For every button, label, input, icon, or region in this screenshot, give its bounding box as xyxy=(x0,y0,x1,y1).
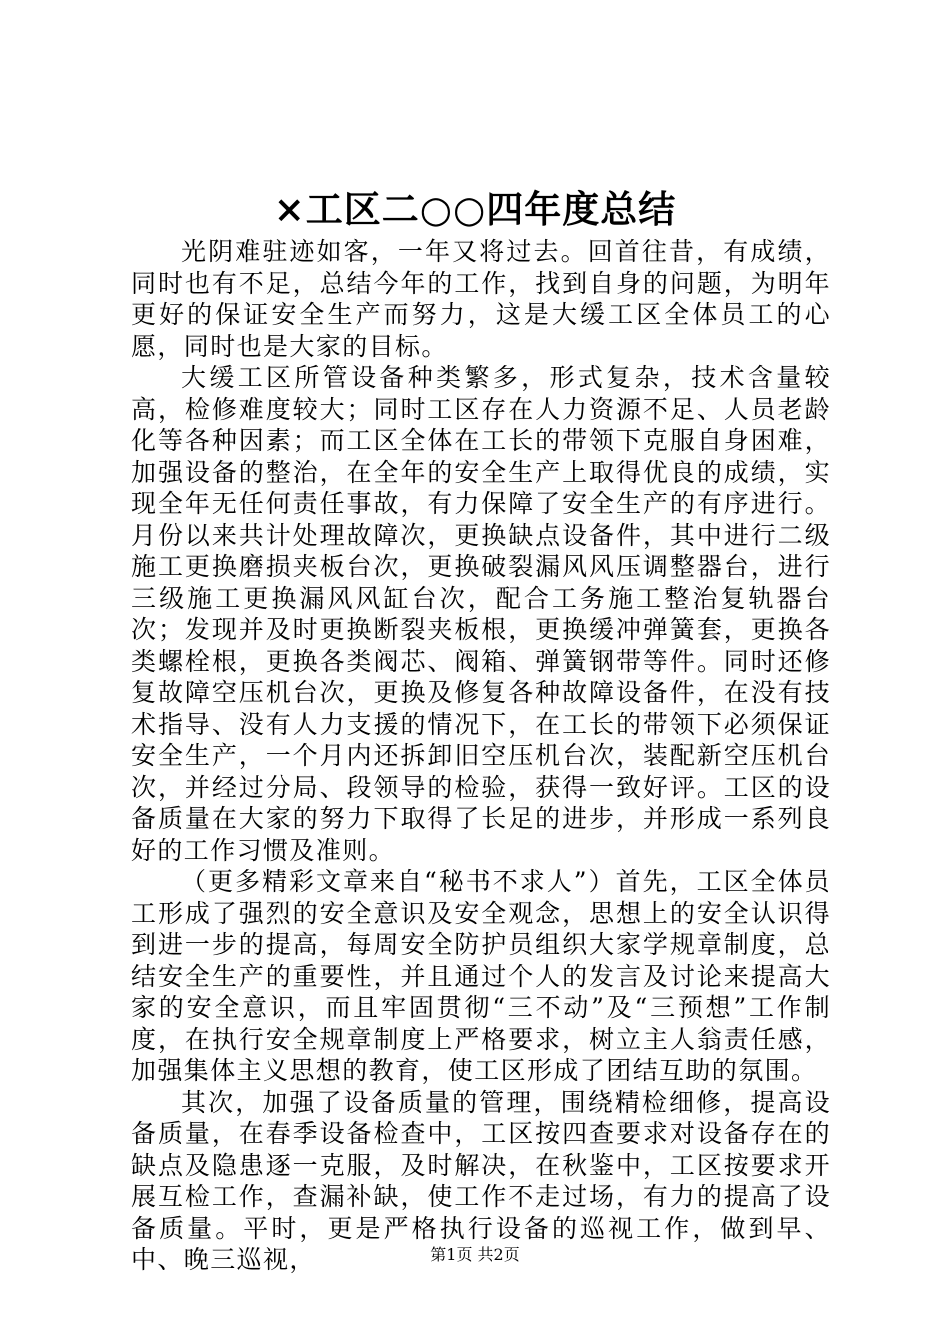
paragraph-intro: 光阴难驻迹如客，一年又将过去。回首往昔，有成绩，同时也有不足，总结今年的工作，找到自身的问题，为明年更好的保证安全生产而努力，这是大缓工区全体员工的心愿，同时也是大家的目标。 xyxy=(131,237,831,361)
paragraph-equipment-overview: 大缓工区所管设备种类繁多，形式复杂，技术含量较高，检修难度较大；同时工区存在人力资源不足、人员老龄化等各种因素；而工区全体在工长的带领下克服自身困难，加强设备的整治，在全年的安全生产上取得优良的成绩，实现全年无任何责任事故，有力保障了安全生产的有序进行。月份以来共计处理故障次，更换缺点设备件，其中进行二级施工更换磨损夹板台次，更换破裂漏风风压调整器台，进行三级施工更换漏风风缸台次，配合工务施工整治复轨器台次；发现并及时更换断裂夹板根，更换缓冲弹簧套，更换各类螺栓根，更换各类阀芯、阀箱、弹簧钢带等件。同时还修复故障空压机台次，更换及修复各种故障设备件，在没有技术指导、没有人力支援的情况下，在工长的带领下必须保证安全生产，一个月内还拆卸旧空压机台次，装配新空压机台次，并经过分局、段领导的检验，获得一致好评。工区的设备质量在大家的努力下取得了长足的进步，并形成一系列良好的工作习惯及准则。 xyxy=(131,363,831,865)
document-title: ×工区二○○四年度总结 xyxy=(273,187,677,231)
document-body xyxy=(131,236,831,1276)
paragraph-safety-awareness: （更多精彩文章来自“秘书不求人”）首先，工区全体员工形成了强烈的安全意识及安全观念，思想上的安全认识得到进一步的提高，每周安全防护员组织大家学规章制度，总结安全生产的重要性，并且通过个人的发言及讨论来提高大家的安全意识，而且牢固贯彻“三不动”及“三预想”工作制度，在执行安全规章制度上严格要求，树立主人翁责任感，加强集体主义思想的教育，使工区形成了团结互助的氛围。 xyxy=(131,867,831,1085)
page-number-footer: 第1页 共2页 xyxy=(430,1245,520,1264)
paragraph-quality-management: 其次，加强了设备质量的管理，围绕精检细修，提高设备质量，在春季设备检查中，工区按四查要求对设备存在的缺点及隐患逐一克服，及时解决，在秋鉴中，工区按要求开展互检工作，查漏补缺，使工作不走过场，有力的提高了设备质量。平时，更是严格执行设备的巡视工作，做到早、中、晚三巡视， xyxy=(131,1087,831,1274)
